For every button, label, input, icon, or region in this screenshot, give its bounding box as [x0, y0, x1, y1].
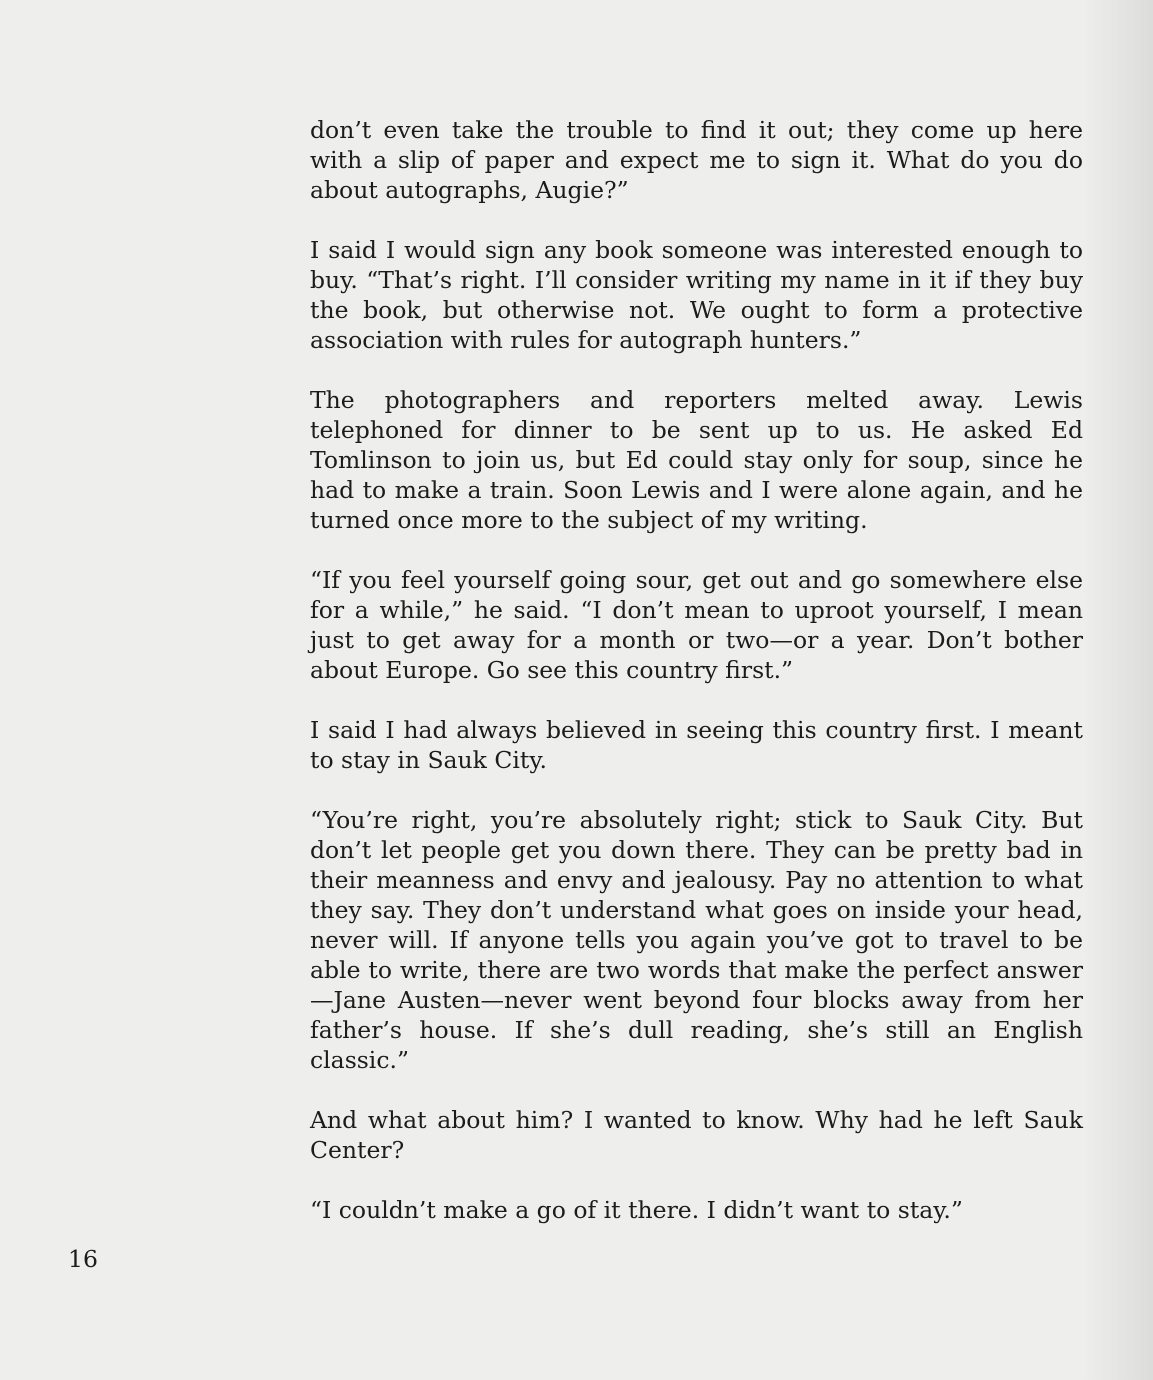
paragraph-3: The photographers and reporters melted away. Lewis telephoned for dinner to be sent up to us. He asked Ed Tomlinson to join us, but Ed could stay only for soup, since he had to make a train. Soon Lewis and I were alone again, and he turned once more to the subject of my writing. — [310, 386, 1083, 534]
paragraph-1: don’t even take the trouble to find it out; they come up here with a slip of paper and expect me to sign it. What do you do about autographs, Augie?” — [310, 116, 1083, 204]
paragraph-4: “If you feel yourself going sour, get out and go somewhere else for a while,” he said. “I don’t mean to uproot yourself, I mean just to get away for a month or two—or a year. Don’t bother about Europe. Go see this country first.” — [310, 566, 1083, 684]
paragraph-5: I said I had always believed in seeing this country first. I meant to stay in Sauk City. — [310, 716, 1083, 774]
paragraph-6: “You’re right, you’re absolutely right; stick to Sauk City. But don’t let people get you down there. They can be pretty bad in their meanness and envy and jealousy. Pay no attention to what they say. They don’t understand what goes on inside your head, never will. If anyone tells you again you’ve got to travel to be able to write, there are two words that make the perfect answer—Jane Austen—never went beyond four blocks away from her father’s house. If she’s dull reading, she’s still an English classic.” — [310, 806, 1083, 1074]
page-number: 16 — [68, 1245, 98, 1273]
paragraph-7: And what about him? I wanted to know. Why had he left Sauk Center? — [310, 1106, 1083, 1164]
paragraph-8: “I couldn’t make a go of it there. I didn’t want to stay.” — [310, 1196, 963, 1224]
page-edge-shadow — [1083, 0, 1153, 1380]
body-text — [310, 115, 1083, 1225]
paragraph-2: I said I would sign any book someone was interested enough to buy. “That’s right. I’ll consider writing my name in it if they buy the book, but otherwise not. We ought to form a protective association with rules for autograph hunters.” — [310, 236, 1083, 354]
